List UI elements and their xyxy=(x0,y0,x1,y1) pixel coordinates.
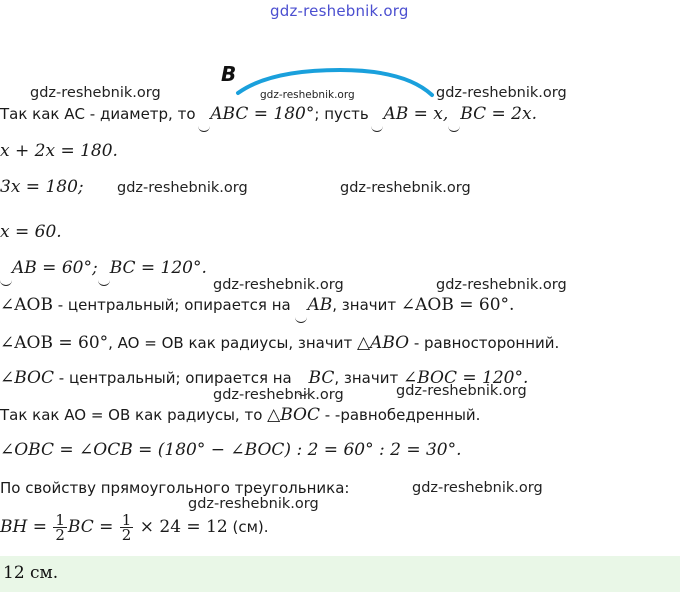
handwritten-label-b: B xyxy=(221,62,237,86)
text: ; пусть xyxy=(314,105,374,123)
numerator: 1 xyxy=(121,511,132,529)
arc-bc: BC = 2x. xyxy=(460,104,537,124)
watermark: gdz-reshebnik.org xyxy=(30,85,161,101)
solution-line-9 xyxy=(0,405,480,425)
arc-bc-ref: BC xyxy=(308,368,335,388)
watermark: gdz-reshebnik.org xyxy=(213,277,344,293)
solution-line-7 xyxy=(0,333,559,353)
text: - равносторонний. xyxy=(409,334,560,352)
arc-ab: AB = x, xyxy=(383,104,449,124)
angle-boc-value: ∠BOC = 120°. xyxy=(402,368,529,388)
solution-line-11: По свойству прямоугольного треугольника: xyxy=(0,479,350,497)
answer-text: 12 см. xyxy=(3,563,59,583)
angle-aob-value: ∠AOB = 60°. xyxy=(400,295,515,315)
text: - центральный; опирается на xyxy=(54,369,297,387)
numerator: 1 xyxy=(55,511,65,529)
angle-aob-eq: ∠AOB = 60° xyxy=(0,333,109,353)
watermark: gdz-reshebnik.org xyxy=(436,85,567,101)
watermark: gdz-reshebnik.org xyxy=(396,383,527,399)
solution-line-10: ∠OBC = ∠OCB = (180° − ∠BOC) : 2 = 60° : 2 = 30°. xyxy=(0,440,462,460)
watermark-top: gdz-reshebnik.org xyxy=(270,2,409,20)
triangle-boc: △BOC xyxy=(267,405,320,425)
triangle-abo: △ABO xyxy=(356,333,410,353)
fraction-half xyxy=(53,513,67,542)
solution-line-5 xyxy=(0,258,207,278)
solution-line-1 xyxy=(0,104,537,124)
text: - центральный; опирается на xyxy=(52,296,296,314)
watermark-small: gdz-reshebnik.org xyxy=(260,89,355,101)
watermark: gdz-reshebnik.org xyxy=(117,180,248,196)
angle-boc: ∠BOC xyxy=(0,368,54,388)
text: , AO = OB как радиусы, значит xyxy=(108,334,357,352)
watermark: gdz-reshebnik.org xyxy=(188,496,319,512)
arc-ab-ref: AB xyxy=(307,295,333,315)
fraction-half xyxy=(120,513,134,542)
text: Так как АС - диаметр, то xyxy=(0,105,201,123)
answer-bar xyxy=(0,556,680,592)
product-expr: × 24 = 12 xyxy=(134,517,228,537)
watermark: gdz-reshebnik.org xyxy=(412,480,543,496)
arc-ab-value: AB = 60°; xyxy=(12,258,98,278)
bc-expr: BC = xyxy=(67,517,119,537)
solution-line-4: x = 60. xyxy=(0,222,62,242)
watermark: gdz-reshebnik.org xyxy=(213,387,344,403)
denominator: 2 xyxy=(121,526,132,544)
unit-text: (см). xyxy=(227,518,269,536)
angle-aob: ∠AOB xyxy=(0,295,53,315)
text: , значит xyxy=(334,369,403,387)
text: , значит xyxy=(332,296,401,314)
solution-line-2: x + 2x = 180. xyxy=(0,141,118,161)
bh-expr: BH = xyxy=(0,517,53,537)
solution-line-3: 3x = 180; xyxy=(0,177,84,197)
watermark: gdz-reshebnik.org xyxy=(340,180,471,196)
denominator: 2 xyxy=(55,526,65,544)
solution-line-6 xyxy=(0,295,514,315)
text: Так как AO = OB как радиусы, то xyxy=(0,406,268,424)
solution-line-12 xyxy=(0,513,269,542)
text: - -равнобедренный. xyxy=(319,406,481,424)
solution-line-8 xyxy=(0,368,528,388)
arc-abc: ABC = 180° xyxy=(210,104,315,124)
arc-bc-value: BC = 120°. xyxy=(109,258,207,278)
watermark: gdz-reshebnik.org xyxy=(436,277,567,293)
